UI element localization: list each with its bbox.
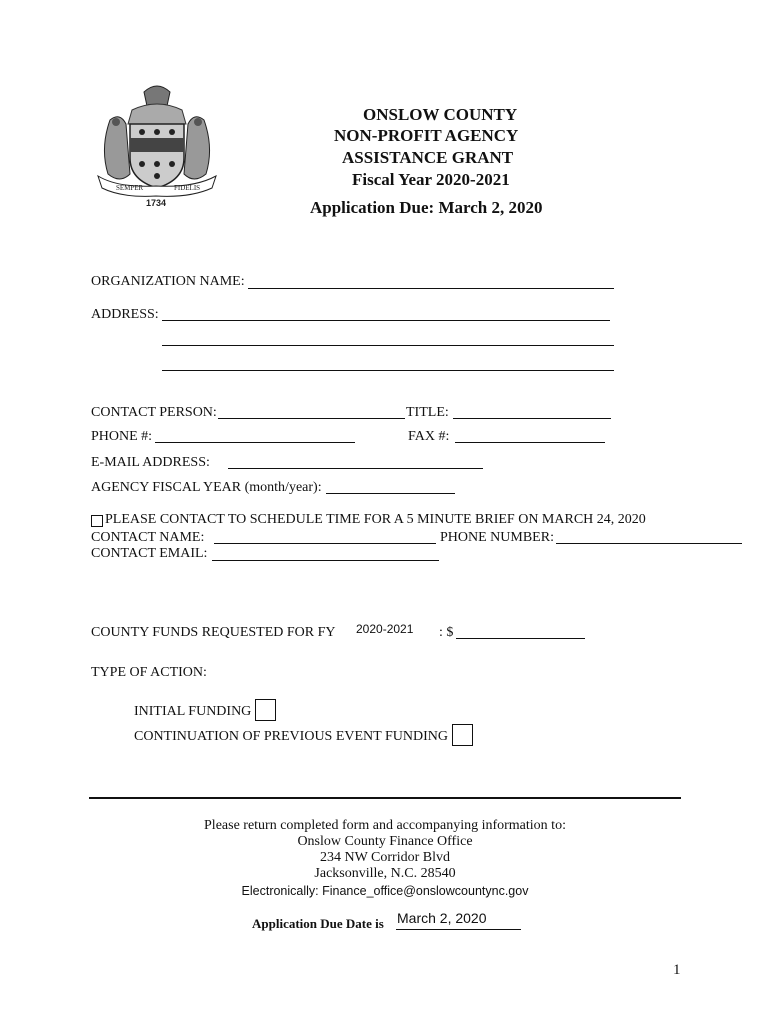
initial-funding-label: INITIAL FUNDING	[134, 704, 252, 719]
address-line-2-field[interactable]	[162, 345, 614, 346]
contact-email-label: CONTACT EMAIL:	[91, 546, 208, 561]
initial-funding-checkbox[interactable]	[255, 699, 276, 721]
finance-office-city: Jacksonville, N.C. 28540	[314, 866, 456, 881]
agency-fiscal-year-field[interactable]	[326, 493, 455, 494]
brief-checkbox[interactable]	[91, 515, 103, 527]
seal-year: 1734	[146, 198, 167, 208]
page-number: 1	[673, 962, 681, 978]
continuation-funding-label: CONTINUATION OF PREVIOUS EVENT FUNDING	[134, 729, 448, 744]
due-date-value[interactable]: March 2, 2020	[397, 910, 487, 926]
contact-name-label: CONTACT NAME:	[91, 530, 205, 545]
address-line-3-field[interactable]	[162, 370, 614, 371]
title-field[interactable]	[453, 418, 611, 419]
phone-field[interactable]	[155, 442, 355, 443]
header-due-date: Application Due: March 2, 2020	[310, 198, 543, 217]
contact-name-field[interactable]	[214, 543, 436, 544]
fax-field[interactable]	[455, 442, 605, 443]
seal-banner-left: SEMPER	[116, 184, 144, 192]
funds-amount-field[interactable]	[456, 638, 585, 639]
finance-office-name: Onslow County Finance Office	[297, 834, 473, 849]
agency-fiscal-year-label: AGENCY FISCAL YEAR (month/year):	[91, 480, 322, 495]
phone-number-field[interactable]	[556, 543, 742, 544]
contact-person-label: CONTACT PERSON:	[91, 405, 217, 420]
title-label: TITLE:	[406, 405, 449, 420]
header-line-2: NON-PROFIT AGENCY	[334, 126, 519, 145]
type-of-action-label: TYPE OF ACTION:	[91, 665, 207, 680]
header-fiscal-year: Fiscal Year 2020-2021	[352, 170, 510, 189]
header-line-3: ASSISTANCE GRANT	[342, 148, 514, 167]
address-label: ADDRESS:	[91, 307, 159, 322]
brief-label: PLEASE CONTACT TO SCHEDULE TIME FOR A 5 MINUTE BRIEF ON MARCH 24, 2020	[105, 512, 646, 527]
funds-requested-label: COUNTY FUNDS REQUESTED FOR FY	[91, 625, 336, 640]
electronic-submission: Electronically: Finance_office@onslowcountync.gov	[241, 884, 529, 898]
email-label: E-MAIL ADDRESS:	[91, 455, 210, 470]
section-divider	[89, 797, 681, 799]
organization-name-field[interactable]	[248, 288, 614, 289]
due-date-label: Application Due Date is	[252, 916, 384, 931]
phone-number-label: PHONE NUMBER:	[440, 530, 554, 545]
seal-banner-right: FIDELIS	[174, 184, 201, 192]
contact-email-field[interactable]	[212, 560, 439, 561]
return-instructions: Please return completed form and accompanying information to:	[204, 818, 566, 833]
continuation-funding-checkbox[interactable]	[452, 724, 473, 746]
organization-name-label: ORGANIZATION NAME:	[91, 274, 245, 289]
funds-dollar-label: : $	[439, 625, 454, 640]
due-date-underline	[396, 929, 521, 930]
finance-office-street: 234 NW Corridor Blvd	[319, 850, 450, 865]
phone-label: PHONE #:	[91, 429, 153, 444]
county-seal	[92, 80, 222, 210]
email-field[interactable]	[228, 468, 483, 469]
header-line-1: ONSLOW COUNTY	[363, 105, 518, 124]
funds-fiscal-year-value[interactable]: 2020-2021	[356, 622, 414, 636]
contact-person-field[interactable]	[218, 418, 405, 419]
fax-label: FAX #:	[408, 429, 450, 444]
address-line-1-field[interactable]	[162, 320, 610, 321]
